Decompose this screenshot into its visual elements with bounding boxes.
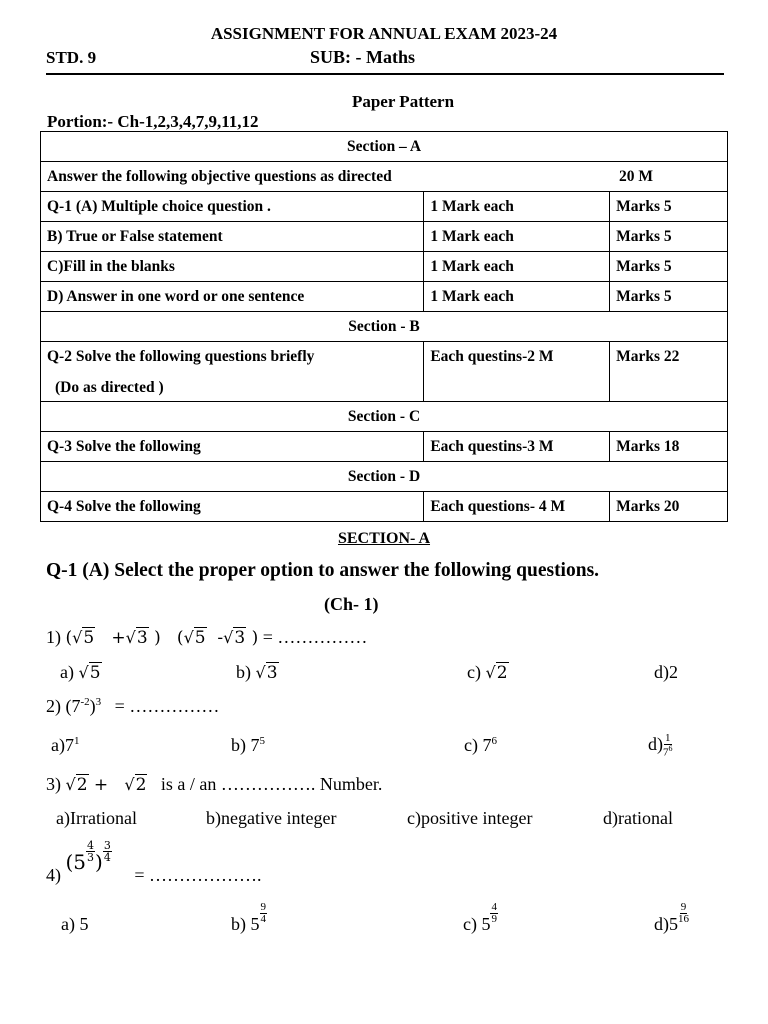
answer-blank: = …………… bbox=[262, 627, 368, 647]
paper-pattern-heading: Paper Pattern bbox=[351, 92, 455, 111]
option-a: a)Irrational bbox=[56, 808, 137, 828]
directions-cell bbox=[41, 162, 728, 192]
option-c: c) √2 bbox=[467, 662, 508, 683]
question-4: 4) (5 $\frac{4}{3}$ ) $\frac{3}{4}$ = ………………. bbox=[46, 839, 262, 885]
section-a-header: Section – A bbox=[41, 132, 728, 162]
section-b-header: Section - B bbox=[41, 312, 728, 342]
question-cell: C)Fill in the blanks bbox=[41, 252, 424, 282]
section-a-heading: SECTION- A bbox=[337, 530, 431, 547]
table-row bbox=[41, 162, 728, 192]
option-label: b) 5 bbox=[231, 914, 260, 934]
marks-each-cell: Each questins-2 M bbox=[424, 342, 610, 402]
marks-cell: Marks 5 bbox=[610, 252, 728, 282]
option-d: d)5 $\frac{9}{16}$ bbox=[654, 901, 689, 934]
question-text: is a / an ……………. Number. bbox=[160, 774, 383, 794]
option-label: c) 7 bbox=[464, 735, 492, 755]
question-number: 1) bbox=[46, 627, 61, 647]
marks-cell: Marks 22 bbox=[610, 342, 728, 402]
table-row bbox=[41, 132, 728, 162]
question-cell: Q-3 Solve the following bbox=[41, 432, 424, 462]
table-row bbox=[41, 402, 728, 432]
marks-cell: Marks 20 bbox=[610, 492, 728, 522]
option-label: a) bbox=[60, 662, 74, 682]
option-d: d)rational bbox=[603, 808, 673, 828]
question-cell: Q-4 Solve the following bbox=[41, 492, 424, 522]
option-c: c)positive integer bbox=[407, 808, 533, 828]
option-c: c) 5 $\frac{4}{9}$ bbox=[463, 901, 497, 934]
q2-subtext: (Do as directed ) bbox=[55, 379, 164, 396]
table-row bbox=[41, 432, 728, 462]
directions-text: Answer the following objective questions as directed bbox=[47, 167, 392, 185]
option-label: d)5 bbox=[654, 914, 678, 934]
option-label: b) 7 bbox=[231, 735, 260, 755]
marks-each-cell: 1 Mark each bbox=[424, 222, 610, 252]
option-b: b)negative integer bbox=[206, 808, 337, 828]
option-c: c) $7^6$ bbox=[464, 735, 497, 755]
option-a: a) √5 bbox=[60, 662, 101, 683]
option-a: $a)7^1$ bbox=[51, 735, 80, 755]
marks-cell: Marks 5 bbox=[610, 282, 728, 312]
question-2: 2) $(7^{-2})^3$ = …………… bbox=[46, 696, 220, 716]
paper-pattern-table bbox=[40, 131, 728, 522]
section-d-header: Section - D bbox=[41, 462, 728, 492]
option-a: a) 5 bbox=[61, 914, 89, 934]
portion-label: Portion:- Ch-1,2,3,4,7,9,11,12 bbox=[47, 112, 259, 131]
option-b: b) 5 $\frac{9}{4}$ bbox=[231, 901, 266, 934]
answer-blank: = …………… bbox=[114, 696, 220, 716]
option-b: b) √3 bbox=[236, 662, 278, 683]
marks-each-cell: 1 Mark each bbox=[424, 192, 610, 222]
header-divider bbox=[46, 73, 724, 75]
option-d: d) $\frac{1}{7^6}$ bbox=[648, 732, 673, 759]
option-label: c) 5 bbox=[463, 914, 491, 934]
option-b: b) $7^5$ bbox=[231, 735, 265, 755]
option-d: d)2 bbox=[654, 662, 678, 682]
answer-blank: = ………………. bbox=[134, 865, 262, 885]
directions-marks: 20 M bbox=[618, 167, 653, 185]
table-row bbox=[41, 462, 728, 492]
q1-heading: Q-1 (A) Select the proper option to answer the following questions. bbox=[46, 560, 600, 581]
section-c-header: Section - C bbox=[41, 402, 728, 432]
assignment-title: ASSIGNMENT FOR ANNUAL EXAM 2023-24 bbox=[210, 24, 558, 43]
table-row bbox=[41, 312, 728, 342]
marks-each-cell: Each questions- 4 M bbox=[424, 492, 610, 522]
table-row bbox=[41, 222, 728, 252]
table-row bbox=[41, 192, 728, 222]
option-label: c) bbox=[467, 662, 481, 682]
q2-text: Q-2 Solve the following questions briefly bbox=[47, 348, 315, 365]
question-number: 2) bbox=[46, 696, 61, 716]
table-row bbox=[41, 252, 728, 282]
table-row bbox=[41, 342, 728, 402]
option-label: d) bbox=[648, 733, 663, 754]
marks-each-cell: 1 Mark each bbox=[424, 252, 610, 282]
table-row bbox=[41, 282, 728, 312]
option-label: b) bbox=[236, 662, 251, 682]
chapter-label: (Ch- 1) bbox=[324, 594, 379, 614]
question-cell: B) True or False statement bbox=[41, 222, 424, 252]
marks-cell: Marks 18 bbox=[610, 432, 728, 462]
question-number: 3) bbox=[46, 774, 61, 794]
marks-cell: Marks 5 bbox=[610, 222, 728, 252]
subject-label: SUB: - Maths bbox=[310, 47, 416, 67]
table-row bbox=[41, 492, 728, 522]
marks-each-cell: 1 Mark each bbox=[424, 282, 610, 312]
question-3: 3) √2 + √2 is a / an ……………. Number. bbox=[46, 774, 383, 795]
standard-label: STD. 9 bbox=[46, 48, 97, 67]
question-cell: D) Answer in one word or one sentence bbox=[41, 282, 424, 312]
marks-each-cell: Each questins-3 M bbox=[424, 432, 610, 462]
question-1: 1) (√5 +√3 ) (√5 -√3 ) = …………… bbox=[46, 627, 368, 648]
marks-cell: Marks 5 bbox=[610, 192, 728, 222]
question-number: 4) bbox=[46, 865, 61, 885]
question-cell bbox=[41, 342, 424, 402]
question-cell: Q-1 (A) Multiple choice question . bbox=[41, 192, 424, 222]
option-label: a)7 bbox=[51, 735, 74, 755]
